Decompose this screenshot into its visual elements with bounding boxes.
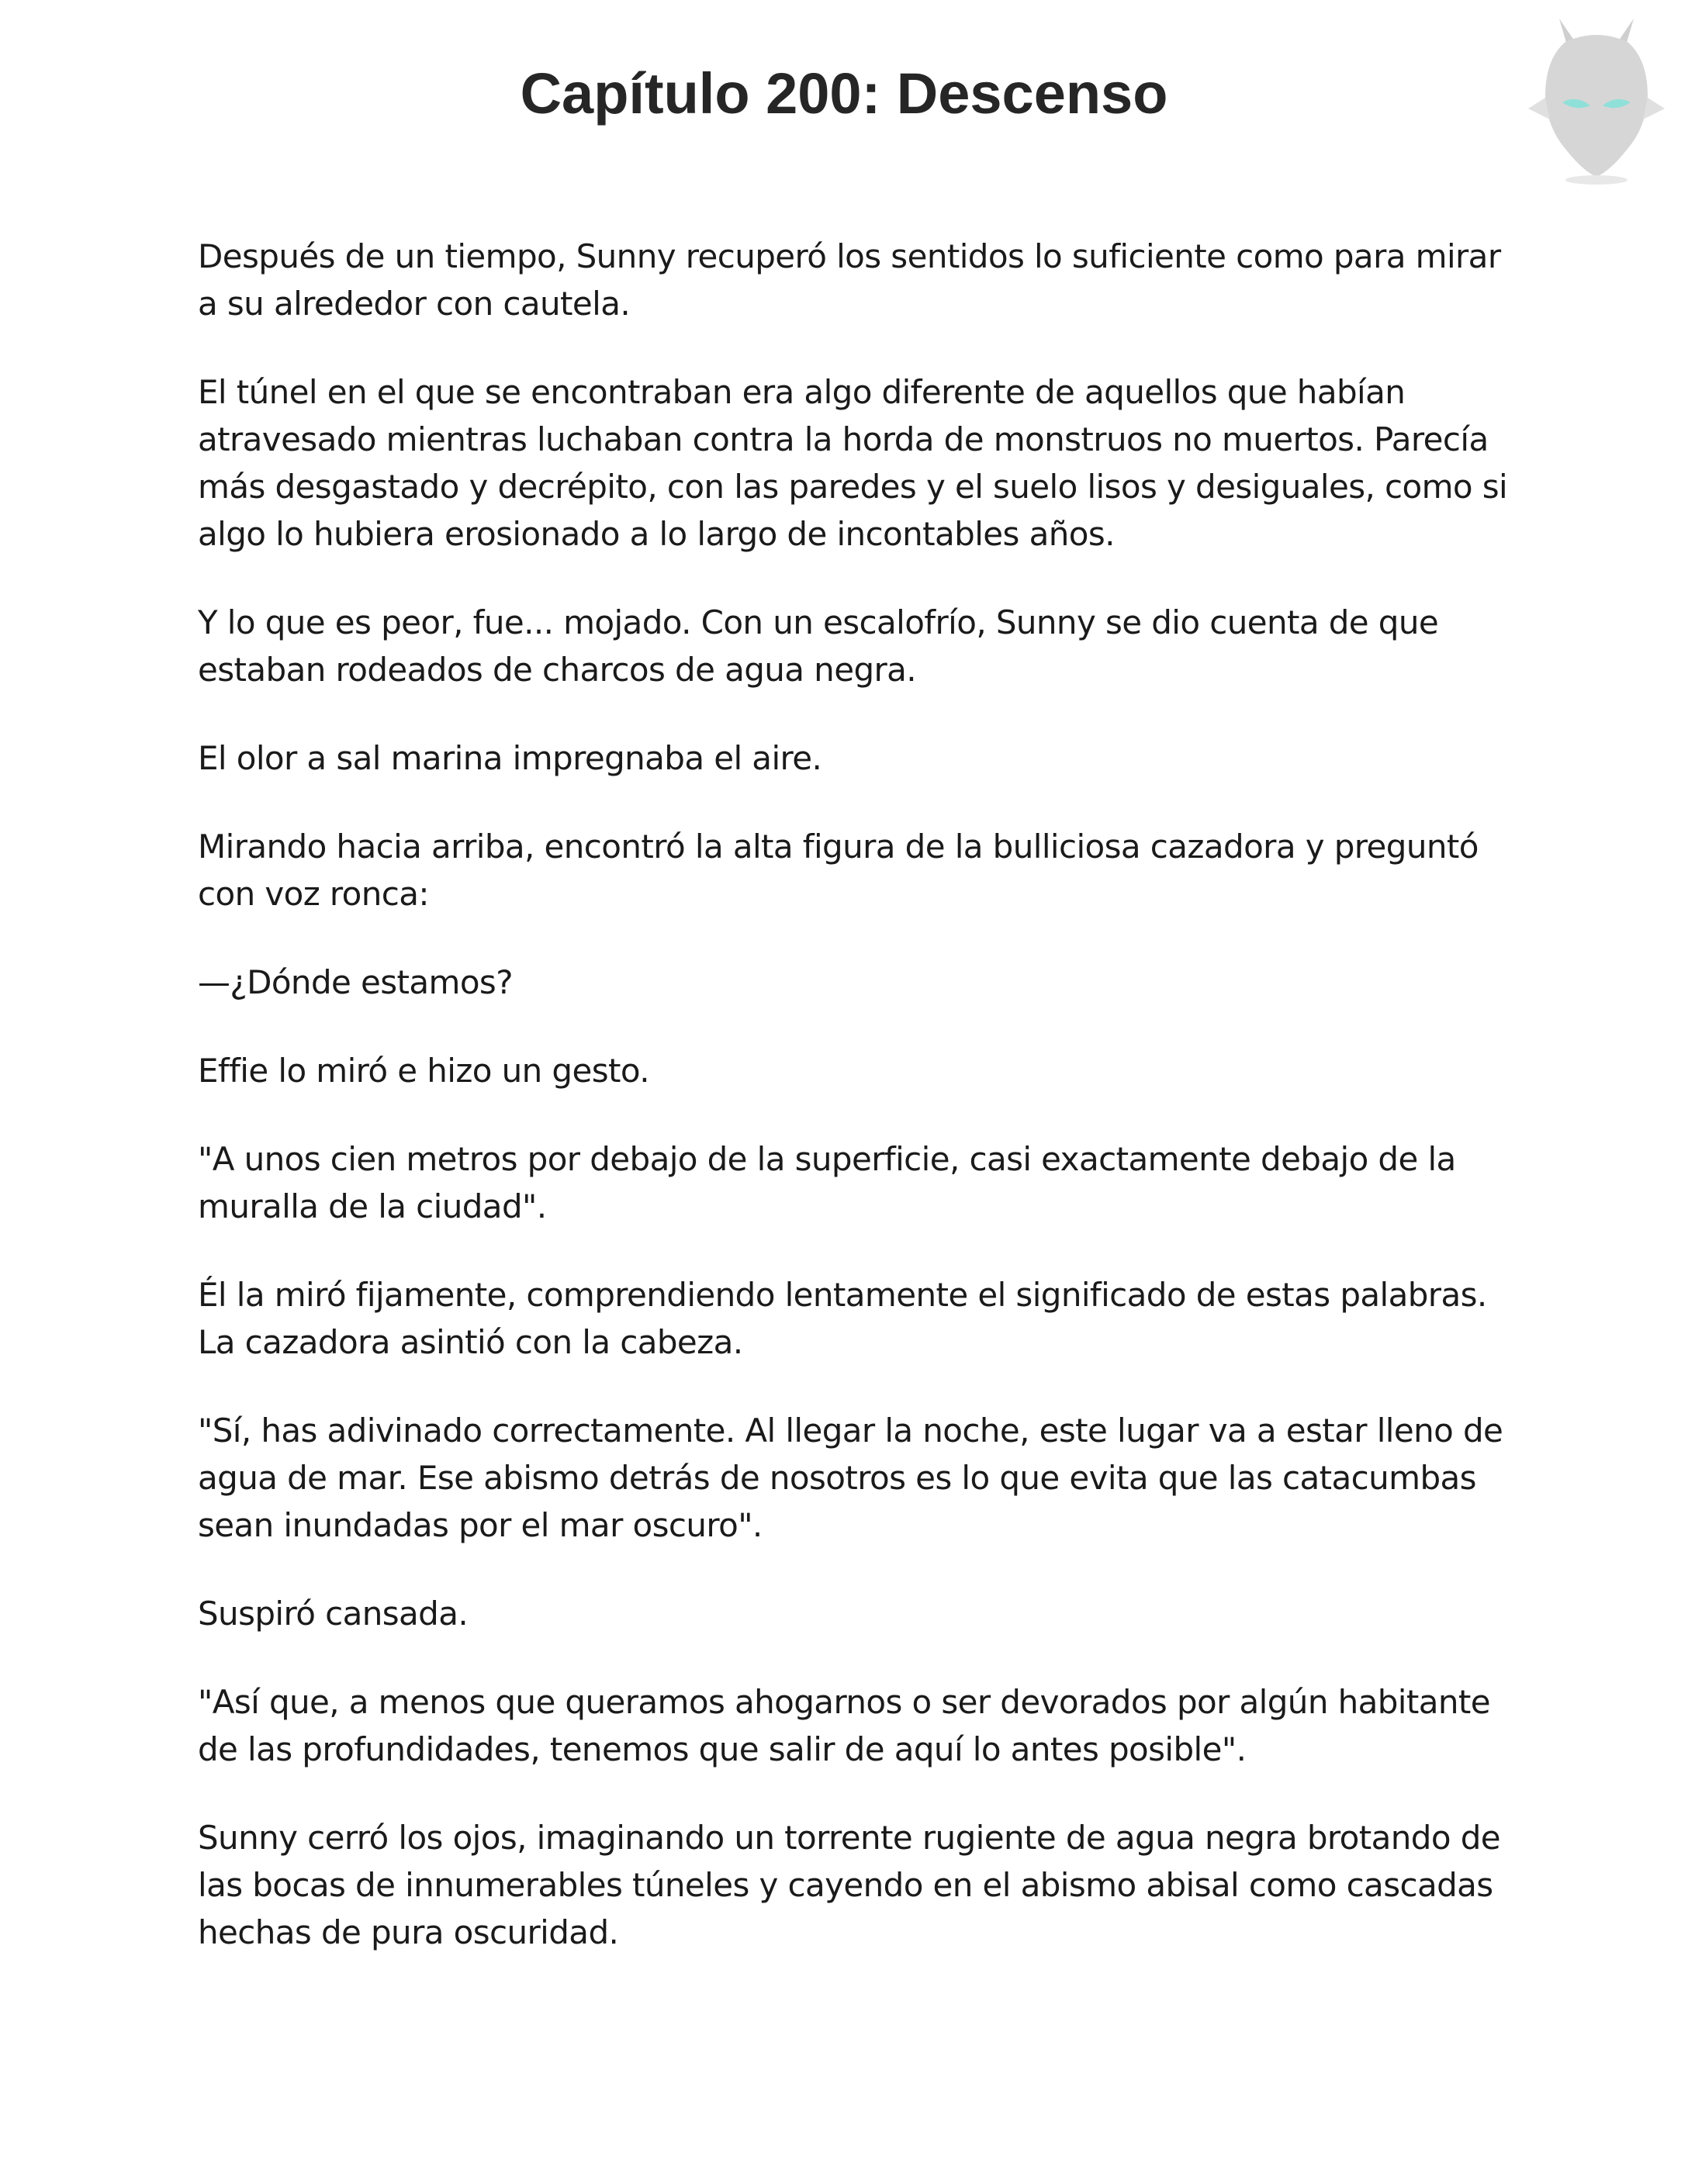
paragraph: El túnel en el que se encontraban era algo diferente de aquellos que habían atravesado mientras luchaban contra la horda de monstruos no muertos. Parecía más desgastado y decrépito, con las paredes y el suelo lisos y desiguales, como si algo lo hubiera erosionado a lo largo de incontables años.	[198, 373, 1508, 553]
paragraph: Después de un tiempo, Sunny recuperó los sentidos lo suficiente como para mirar a su alrededor con cautela.	[198, 237, 1501, 323]
paragraph: El olor a sal marina impregnaba el aire.	[198, 739, 822, 777]
chapter-body	[198, 233, 1517, 1997]
paragraph: Él la miró fijamente, comprendiendo lentamente el significado de estas palabras. La cazadora asintió con la cabeza.	[198, 1276, 1487, 1361]
paragraph: Suspiró cansada.	[198, 1595, 469, 1633]
page-title: Capítulo 200: Descenso	[520, 61, 1168, 126]
paragraph: Mirando hacia arriba, encontró la alta figura de la bulliciosa cazadora y preguntó con voz ronca:	[198, 828, 1479, 913]
paragraph: "Así que, a menos que queramos ahogarnos o ser devorados por algún habitante de las profundidades, tenemos que salir de aquí lo antes posible".	[198, 1683, 1491, 1768]
paragraph: "Sí, has adivinado correctamente. Al llegar la noche, este lugar va a estar lleno de agua de mar. Ese abismo detrás de nosotros es lo que evita que las catacumbas sean inundadas por el mar oscuro".	[198, 1412, 1503, 1544]
demon-head-icon	[1519, 11, 1674, 189]
paragraph: —¿Dónde estamos?	[198, 963, 513, 1001]
paragraph: Sunny cerró los ojos, imaginando un torrente rugiente de agua negra brotando de las bocas de innumerables túneles y cayendo en el abismo abisal como cascadas hechas de pura oscuridad.	[198, 1819, 1500, 1951]
paragraph: Y lo que es peor, fue... mojado. Con un escalofrío, Sunny se dio cuenta de que estaban rodeados de charcos de agua negra.	[198, 603, 1439, 689]
paragraph: "A unos cien metros por debajo de la superficie, casi exactamente debajo de la muralla de la ciudad".	[198, 1140, 1456, 1225]
paragraph: Effie lo miró e hizo un gesto.	[198, 1052, 649, 1090]
